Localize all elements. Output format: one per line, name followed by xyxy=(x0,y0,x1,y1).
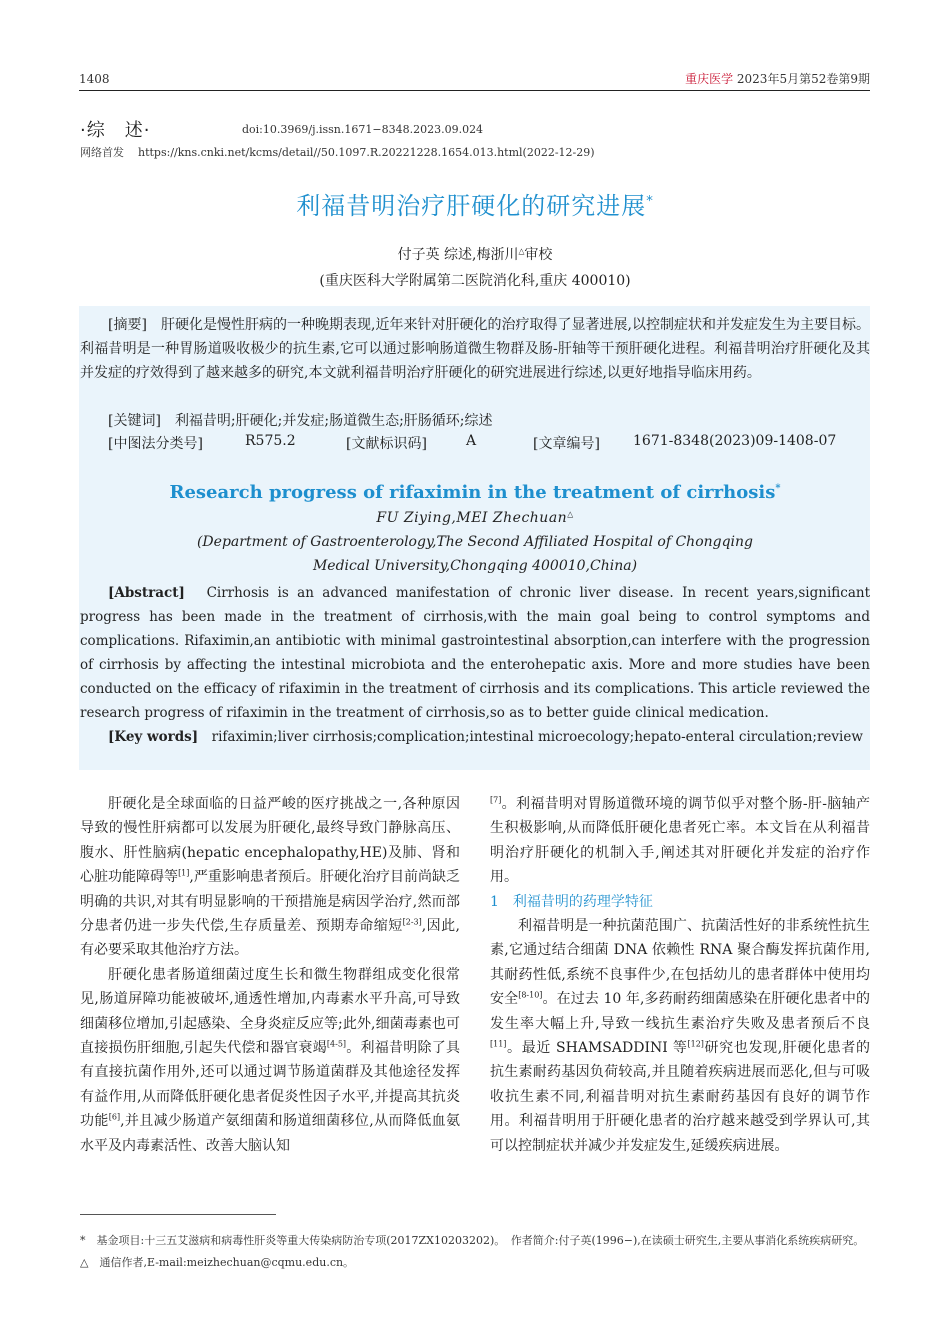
body-text: 利福昔明是一种抗菌范围广、抗菌活性好的非系统性抗生素,它通过结合细菌 DNA 依赖性 RNA 聚合酶发挥抗菌作用,其耐药性低,系统不良事件少,在包括幼儿的患者群体中使用均安全 xyxy=(490,918,870,1008)
body-column-right xyxy=(490,792,870,1158)
header-rule xyxy=(79,90,870,91)
corr-mark: △ xyxy=(80,1256,89,1269)
author-1: 付子英 xyxy=(397,247,440,263)
fund-text: 基金项目:十三五艾滋病和病毒性肝炎等重大传染病防治专项(2017ZX10203202)。 xyxy=(96,1234,500,1247)
abstract-cn-text: 肝硬化是慢性肝病的一种晚期表现,近年来针对肝硬化的治疗取得了显著进展,以控制症状和并发症发生为主要目标。利福昔明是一种胃肠道吸收极少的抗生素,它可以通过影响肠道微生物群及肠-肝轴等干预肝硬化进程。利福昔明治疗肝硬化及其并发症的疗效得到了越来越多的研究,本文就利福昔明治疗肝硬化的研究进展进行综述,以更好地指导临床用药。 xyxy=(80,317,870,381)
keywords-cn-text: 利福昔明;肝硬化;并发症;肠道微生态;肝肠循环;综述 xyxy=(174,413,493,429)
doc-code-label: [文献标识码] xyxy=(346,436,427,452)
section-heading-1: 1 利福昔明的药理学特征 xyxy=(490,893,653,910)
column-label: ·综 述· xyxy=(80,120,151,141)
citation: [4-5] xyxy=(326,1039,347,1049)
doc-code-value: A xyxy=(466,433,477,449)
author-2: 梅浙川 xyxy=(476,247,519,263)
body-paragraph-2 xyxy=(80,963,460,1158)
online-label: 网络首发 xyxy=(80,146,124,159)
body-text: 研究也发现,肝硬化患者的抗生素耐药基因负荷较高,并且随着疾病进展而恶化,但与可吸收抗生素不同,利福昔明对抗生素耐药基因有良好的调节作用。利福昔明用于肝硬化患者的治疗越来越受到学界认可,其可以控制症状并减少并发症发生,延缓疾病进展。 xyxy=(490,1040,870,1154)
journal-info xyxy=(685,70,870,87)
english-affiliation-1: (Department of Gastroenterology,The Second Affiliated Hospital of Chongqing xyxy=(196,534,754,550)
body-text: 。最近 SHAMSADDINI 等 xyxy=(506,1040,688,1057)
citation: [8-10] xyxy=(518,990,543,1000)
keywords-en-label: [Key words] xyxy=(108,729,199,745)
abstract-cn xyxy=(80,313,870,385)
citation: [2-3] xyxy=(402,917,422,927)
body-paragraph-3 xyxy=(490,914,870,1158)
journal-issue: 2023年5月第52卷第9期 xyxy=(736,72,870,86)
body-text: ,严重影响患者预后。肝硬化治疗目前尚缺乏明确的共识,对其有明显影响的干预措施是病因学治疗,然而部分患者仍进一步失代偿,生存质量差、预期寿命缩短 xyxy=(80,869,461,935)
english-authors xyxy=(0,510,950,526)
clc-value: R575.2 xyxy=(245,433,296,449)
english-authors-mark: △ xyxy=(567,509,574,519)
body-text: 。利福昔明除了具有直接抗菌作用外,还可以通过调节肠道菌群及其他途径发挥有益作用,从而降低肝硬化患者促炎性因子水平,并提高其抗炎功能 xyxy=(80,1040,461,1130)
english-authors-text: FU Ziying,MEI Zhechuan xyxy=(376,510,568,526)
article-no-label: [文章编号] xyxy=(533,436,600,452)
author-2-role: 审校 xyxy=(524,247,553,263)
body-text: 肝硬化患者肠道细菌过度生长和微生物群组成变化很常见,肠道屏障功能被破坏,通透性增加,内毒素水平升高,可导致细菌移位增加,引起感染、全身炎症反应等;此外,细菌毒素也可直接损伤肝细胞,引起失代偿和器官衰竭 xyxy=(80,966,460,1057)
keywords-en xyxy=(80,725,870,749)
keywords-cn-label: [关键词] xyxy=(108,413,161,429)
body-text: 肝硬化是全球面临的日益严峻的医疗挑战之一,各种原因导致的慢性肝病都可以发展为肝硬化,最终导致门静脉高压、腹水、肝性脑病(hepatic encephalopathy,HE)及肺、肾和心脏功能障碍等 xyxy=(80,796,460,886)
citation: [7] xyxy=(490,795,502,805)
abstract-en-label: [Abstract] xyxy=(108,585,185,601)
affiliation: (重庆医科大学附属第二医院消化科,重庆 400010) xyxy=(319,273,631,289)
corresponding-mark: △ xyxy=(518,246,525,256)
body-text: ,并且减少肠道产氨细菌和肠道细菌移位,从而降低血氨水平及内毒素活性、改善大脑认知 xyxy=(80,1113,460,1154)
abstract-en-text: Cirrhosis is an advanced manifestation of chronic liver disease. In recent years,significant progress has been made in the treatment of cirrhosis,with the main goal being to control symptoms and complications. Rifaximin,an antibiotic with minimal gastrointestinal absorption,can interfere with the progression of cirrhosis by affecting the intestinal microbiota and the enterohepatic axis. More and more studies have been conducted on the efficacy of rifaximin in the treatment of cirrhosis and its complications. This article reviewed the research progress of rifaximin in the treatment of cirrhosis,so as to better guide clinical medication. xyxy=(80,585,871,721)
body-text: 。利福昔明对胃肠道微环境的调节似乎对整个肠-肝-脑轴产生积极影响,从而降低肝硬化患者死亡率。本文旨在从利福昔明治疗肝硬化的机制入手,阐述其对肝硬化并发症的治疗作用。 xyxy=(490,796,870,886)
english-title-mark: * xyxy=(775,483,781,494)
body-text: ,因此,有必要采取其他治疗方法。 xyxy=(80,918,460,959)
body-paragraph-2-cont xyxy=(490,792,870,890)
english-affiliation-2: Medical University,Chongqing 400010,China) xyxy=(312,558,638,574)
clc-label: [中图法分类号] xyxy=(108,436,203,452)
author-1-role: 综述, xyxy=(444,247,477,263)
paper-title xyxy=(0,186,950,221)
citation: [1] xyxy=(178,868,190,878)
author-line xyxy=(0,244,950,264)
abstract-en xyxy=(80,581,870,725)
body-text: 。在过去 10 年,多药耐药细菌感染在肝硬化患者中的发生率大幅上升,导致一线抗生素治疗失败及患者预后不良 xyxy=(490,991,870,1032)
keywords-en-text: rifaximin;liver cirrhosis;complication;intestinal microecology;hepato-enteral circulation;review xyxy=(211,729,863,745)
abstract-cn-label: [摘要] xyxy=(108,317,147,333)
author-intro: 作者简介:付子英(1996−),在读硕士研究生,主要从事消化系统疾病研究。 xyxy=(510,1234,859,1247)
citation: [11] xyxy=(490,1039,507,1049)
page-number: 1408 xyxy=(79,72,110,86)
citation: [12] xyxy=(687,1039,704,1049)
article-no-value: 1671-8348(2023)09-1408-07 xyxy=(633,433,837,449)
paper-title-text: 利福昔明治疗肝硬化的研究进展 xyxy=(296,192,647,220)
english-title-text: Research progress of rifaximin in the treatment of cirrhosis xyxy=(169,482,776,503)
doi: doi:10.3969/j.issn.1671−8348.2023.09.024 xyxy=(242,123,484,136)
fund-mark: * xyxy=(80,1234,86,1247)
corr-text: 通信作者,E-mail:meizhechuan@cqmu.edu.cn。 xyxy=(99,1256,355,1269)
footnote-rule xyxy=(80,1214,276,1215)
english-title xyxy=(0,482,950,503)
body-paragraph-1 xyxy=(80,792,460,963)
title-footnote-mark: * xyxy=(646,194,654,209)
footnote xyxy=(80,1230,870,1274)
journal-name: 重庆医学 xyxy=(685,72,734,86)
online-first xyxy=(80,144,595,160)
keywords-cn xyxy=(80,409,870,433)
body-column-left xyxy=(80,792,460,1158)
citation: [6] xyxy=(108,1112,121,1122)
online-url: https://kns.cnki.net/kcms/detail//50.1097.R.20221228.1654.013.html(2022-12-29) xyxy=(138,146,595,159)
